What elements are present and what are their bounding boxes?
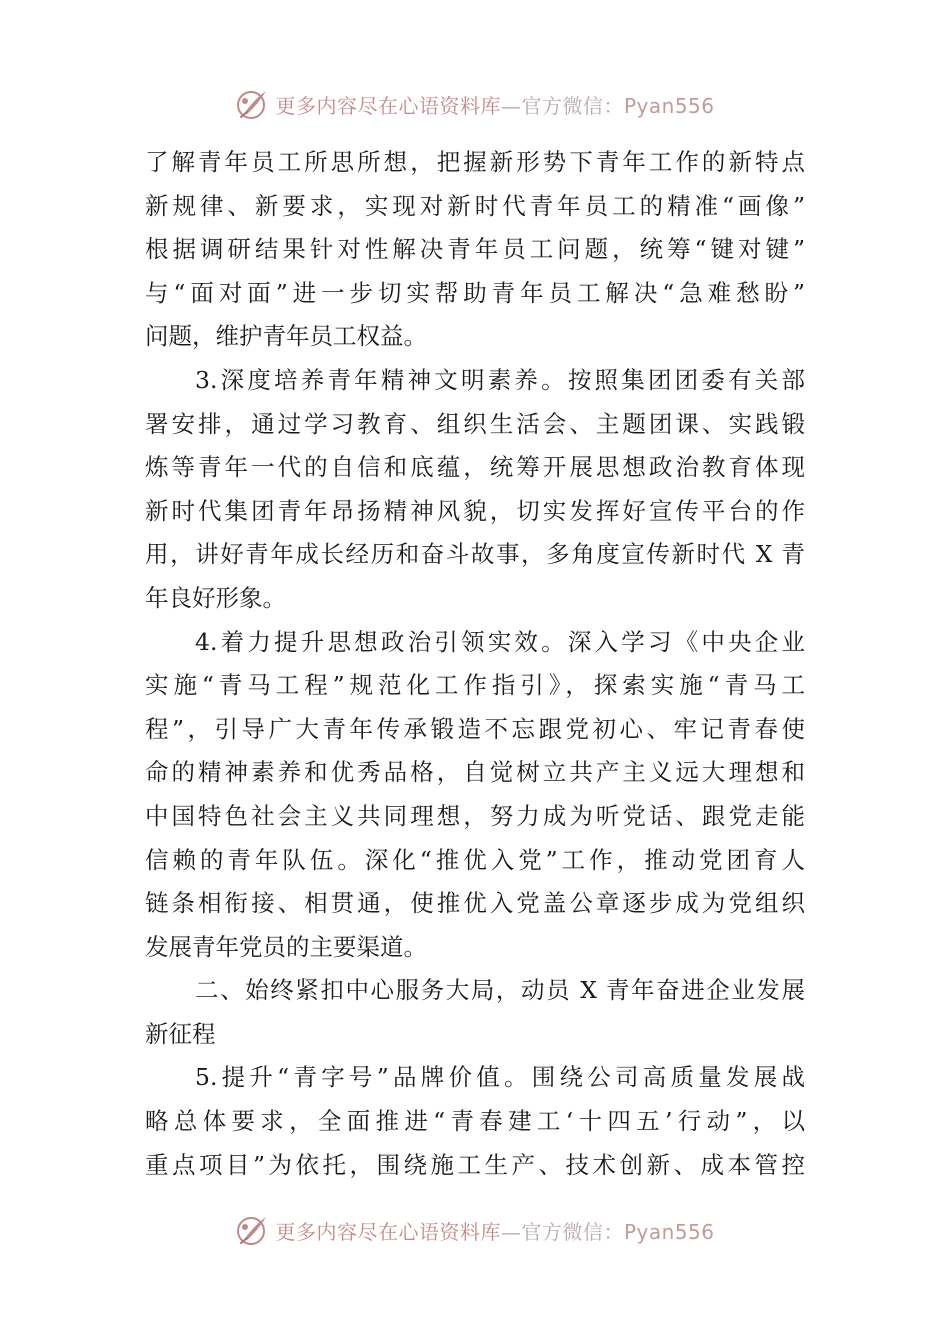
watermark-text [275,1216,714,1245]
quill-pen-logo-icon [235,87,269,121]
text-line: 新规律、新要求，实现对新时代青年员工的精准“画像” [145,191,805,220]
text-line: 略总体要求，全面推进“青春建工‘十四五’行动”，以 [145,1107,805,1136]
footer-watermark [0,1210,950,1250]
text-line: 用，讲好青年成长经历和奋斗故事，多角度宣传新时代 X 青 [145,540,805,569]
text-line: 与“面对面”进一步切实帮助青年员工解决“急难愁盼” [145,278,805,307]
text-line: 中国特色社会主义共同理想，努力成为听党话、跟党走能 [145,801,805,830]
text-line: 炼等青年一代的自信和底蕴，统筹开展思想政治教育体现 [145,453,805,482]
text-line: 新征程 [145,1019,216,1048]
text-line: 了解青年员工所思所想，把握新形势下青年工作的新特点 [145,148,805,176]
text-line: 重点项目”为依托，围绕施工生产、技术创新、成本管控 [145,1150,805,1179]
watermark-brand: 更多内容尽在心语资料库 [275,93,501,118]
text-line: 3.深度培养青年精神文明素养。按照集团团委有关部 [195,365,805,394]
text-line: 发展青年党员的主要渠道。 [145,932,427,961]
watermark-separator: — [500,93,522,118]
header-watermark [0,84,950,124]
text-line: 新时代集团青年昂扬精神风貌，切实发挥好宣传平台的作 [145,496,805,525]
text-line: 根据调研结果针对性解决青年员工问题，统筹“键对键” [145,235,805,264]
text-line: 年良好形象。 [145,583,286,612]
text-line: 二、始终紧扣中心服务大局，动员 X 青年奋进企业发展 [195,976,805,1005]
text-line: 程”，引导广大青年传承锻造不忘跟党初心、牢记青春使 [145,714,805,743]
text-line: 问题，维护青年员工权益。 [145,322,427,351]
document-body [145,141,805,1187]
text-line: 4.着力提升思想政治引领实效。深入学习《中央企业 [195,627,805,656]
watermark-text [275,90,714,119]
text-line: 链条相衔接、相贯通，使推优入党盖公章逐步成为党组织 [145,889,805,918]
watermark-official: 官方微信： [521,93,624,118]
watermark-id: Pyan556 [623,1219,715,1244]
watermark-official: 官方微信： [521,1219,624,1244]
text-line: 5.提升“青字号”品牌价值。围绕公司高质量发展战 [195,1063,805,1092]
quill-pen-logo-icon [235,1213,269,1247]
watermark-separator: — [500,1219,522,1244]
text-line: 信赖的青年队伍。深化“推优入党”工作，推动党团育人 [145,845,805,874]
text-line: 署安排，通过学习教育、组织生活会、主题团课、实践锻 [145,409,805,438]
watermark-id: Pyan556 [623,93,715,118]
watermark-brand: 更多内容尽在心语资料库 [275,1219,501,1244]
text-line: 命的精神素养和优秀品格，自觉树立共产主义远大理想和 [145,758,805,787]
text-line: 实施“青马工程”规范化工作指引》，探索实施“青马工 [145,671,805,700]
